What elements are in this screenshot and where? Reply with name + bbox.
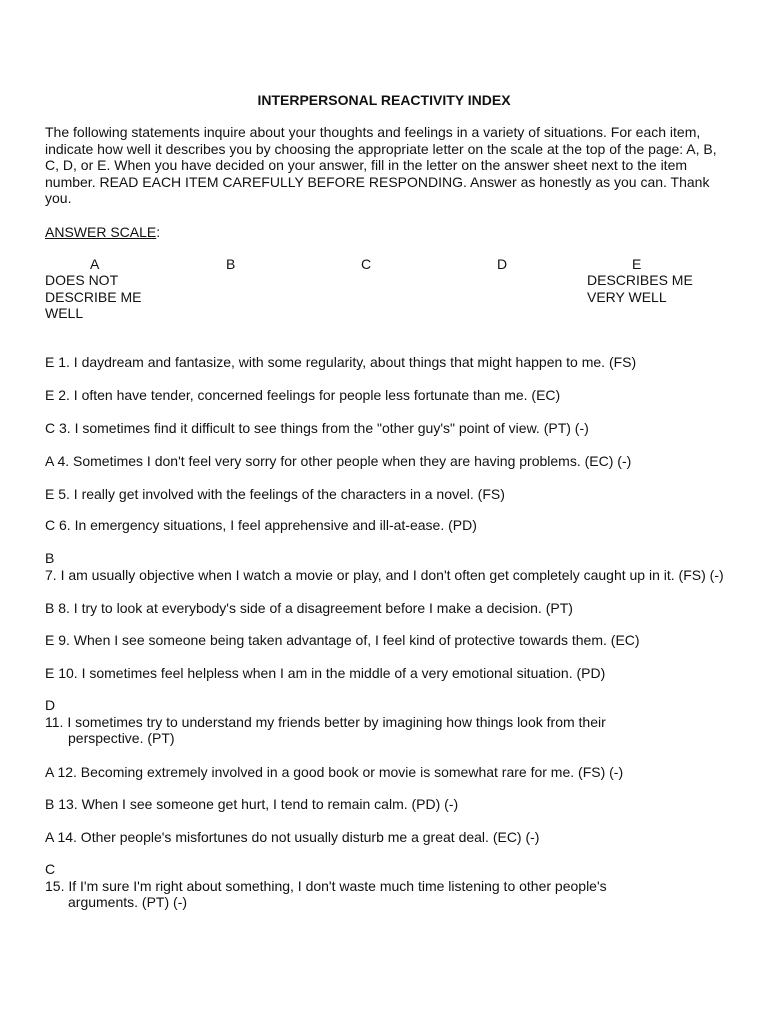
item-text: C 6. In emergency situations, I feel apprehensive and ill-at-ease. (PD) [45, 517, 477, 533]
item-text: E 9. When I see someone being taken advantage of, I feel kind of protective towards them. (EC) [45, 632, 640, 648]
list-item [45, 632, 640, 649]
scale-high-description: DESCRIBES ME VERY WELL [587, 272, 693, 305]
scale-letter-e: E [632, 256, 642, 272]
list-item [45, 829, 539, 846]
list-item [45, 665, 605, 682]
list-item [45, 796, 458, 813]
item-text: 11. I sometimes try to understand my friends better by imagining how things look from their [45, 713, 606, 730]
scale-letter-b: B [226, 256, 236, 272]
answer-scale-label: ANSWER SCALE [45, 224, 157, 240]
list-item [45, 453, 631, 470]
item-text: 7. I am usually objective when I watch a movie or play, and I don't often get completely caught up in it. (FS) (-) [45, 566, 724, 583]
document-title: INTERPERSONAL REACTIVITY INDEX [257, 92, 511, 108]
list-item [45, 420, 589, 437]
list-item [45, 550, 724, 583]
item-text-continuation: perspective. (PT) [68, 730, 175, 747]
item-answer-letter: B [45, 550, 55, 566]
answer-scale-colon: : [156, 224, 161, 240]
list-item [45, 861, 607, 911]
list-item [45, 600, 573, 617]
scale-low-description: DOES NOT DESCRIBE ME WELL [45, 272, 142, 322]
instructions-paragraph: The following statements inquire about your thoughts and feelings in a variety of situations. For each item, indicate how well it describes you by choosing the appropriate letter on the scale at the top of the page: A, B, C, D, or E. When you have decided on your answer, fill in the letter on the answer sheet next to the item number. READ EACH ITEM CAREFULLY BEFORE RESPONDING. Answer as honestly as you can. Thank you. [45, 124, 717, 207]
item-text: B 13. When I see someone get hurt, I tend to remain calm. (PD) (-) [45, 796, 459, 812]
list-item [45, 517, 477, 534]
list-item [45, 764, 623, 781]
item-text: E 1. I daydream and fantasize, with some regularity, about things that might happen to me. (FS) [45, 354, 637, 370]
list-item [45, 697, 606, 747]
list-item [45, 354, 636, 371]
item-text: A 14. Other people's misfortunes do not usually disturb me a great deal. (EC) (-) [45, 829, 540, 845]
scale-letter-c: C [361, 256, 372, 272]
item-text: A 12. Becoming extremely involved in a good book or movie is somewhat rare for me. (FS) (-) [45, 764, 624, 780]
item-text: 15. If I'm sure I'm right about something, I don't waste much time listening to other people's [45, 877, 607, 894]
item-text: E 2. I often have tender, concerned feelings for people less fortunate than me. (EC) [45, 387, 561, 403]
item-answer-letter: D [45, 697, 56, 713]
answer-scale-heading [45, 224, 160, 241]
list-item [45, 387, 560, 404]
scale-letter-d: D [497, 256, 508, 272]
item-answer-letter: C [45, 861, 56, 877]
scale-letter-a: A [90, 256, 100, 272]
item-text: E 5. I really get involved with the feelings of the characters in a novel. (FS) [45, 486, 505, 502]
item-text: A 4. Sometimes I don't feel very sorry for other people when they are having problems. (EC) (-) [45, 453, 632, 469]
item-text: E 10. I sometimes feel helpless when I am in the middle of a very emotional situation. (PD) [45, 665, 606, 681]
list-item [45, 486, 505, 503]
item-text: C 3. I sometimes find it difficult to see things from the "other guy's" point of view. (PT) (-) [45, 420, 589, 436]
item-text: B 8. I try to look at everybody's side of a disagreement before I make a decision. (PT) [45, 600, 573, 616]
item-text-continuation: arguments. (PT) (-) [68, 894, 188, 911]
